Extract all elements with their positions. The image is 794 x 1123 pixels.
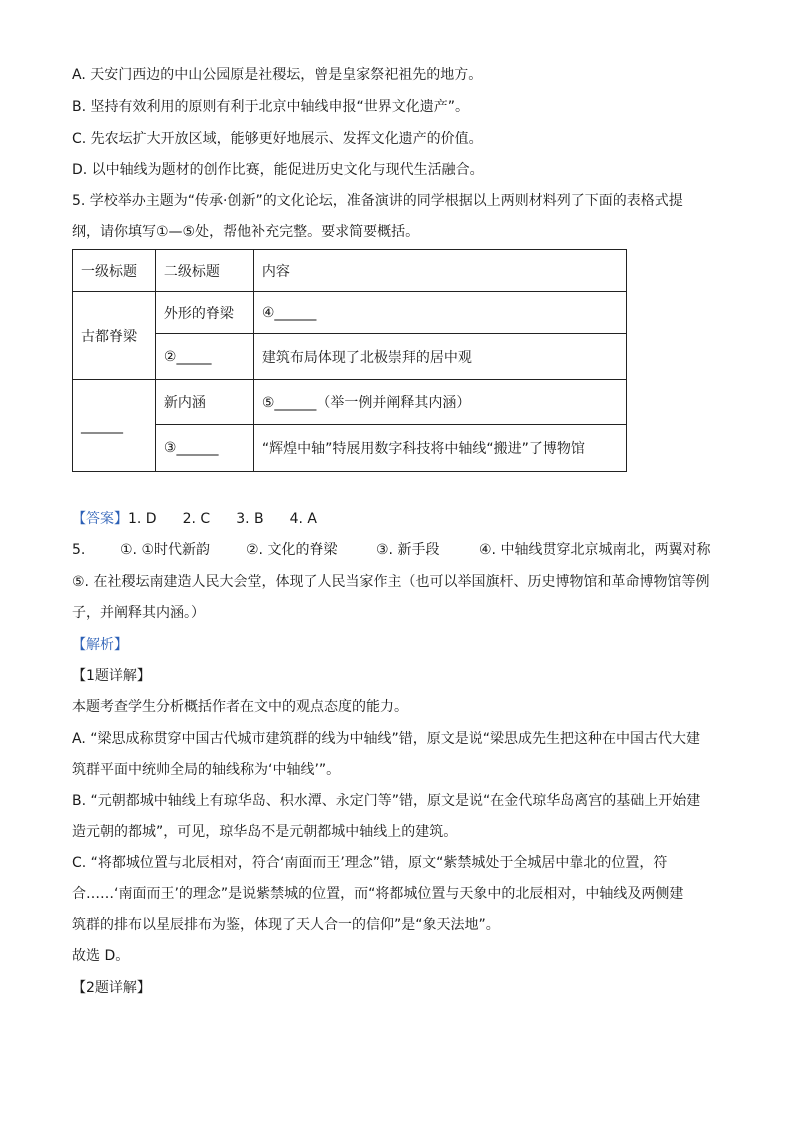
answer5-item: ③. 新手段 (376, 542, 440, 558)
table-row (73, 334, 627, 380)
analysis-b-line1: B. “元朝都城中轴线上有琼华岛、积水潭、永定门等”错，原文是说“在金代琼华岛离宫的基础上开始建 (72, 793, 701, 809)
answer-item: 2. C (182, 511, 211, 527)
answer5-line1 (72, 540, 724, 560)
analysis-c-line1: C. “将都城位置与北辰相对，符合‘南面而王’理念”错，原文“紫禁城处于全城居中靠北的位置，符 (72, 855, 668, 871)
analysis-a-line2: 筑群平面中统帅全局的轴线称为‘中轴线’”。 (72, 762, 341, 778)
row1-content: ④______ (253, 292, 626, 334)
answer5-item: ④. 中轴线贯穿北京城南北，两翼对称 (479, 542, 711, 558)
analysis-c-line2: 合……‘南面而王’的理念”是说紫禁城的位置，而“将都城位置与天象中的北辰相对，中轴线及两侧建 (72, 886, 684, 902)
answer-line (72, 509, 317, 529)
q2-heading: 【2题详解】 (72, 980, 151, 996)
row3-content: ⑤______（举一例并阐释其内涵） (253, 380, 626, 425)
row2-content: 建筑布局体现了北极崇拜的居中观 (253, 334, 626, 380)
row4-subtitle: ③______ (155, 425, 253, 472)
analysis-label: 【解析】 (72, 637, 128, 653)
answer5-item: ②. 文化的脊梁 (246, 542, 338, 558)
option-c: C. 先农坛扩大开放区域，能够更好地展示、发挥文化遗产的价值。 (72, 131, 483, 147)
analysis-paragraph: 本题考查学生分析概括作者在文中的观点态度的能力。 (72, 699, 408, 715)
answer-label: 【答案】 (72, 511, 128, 527)
analysis-a-line1: A. “梁思成称贯穿中国古代城市建筑群的线为中轴线”错，原文是说“梁思成先生把这种在中国古代大建 (72, 731, 700, 747)
answer5-line2: ⑤. 在社稷坛南建造人民大会堂，体现了人民当家作主（也可以举国旗杆、历史博物馆和革命博物馆等例 (72, 574, 710, 590)
option-d: D. 以中轴线为题材的创作比赛，能促进历史文化与现代生活融合。 (72, 162, 484, 178)
option-b: B. 坚持有效利用的原则有利于北京中轴线申报“世界文化遗产”。 (72, 99, 470, 115)
option-a: A. 天安门西边的中山公园原是社稷坛，曾是皇家祭祀祖先的地方。 (72, 67, 483, 83)
analysis-b-line2: 造元朝的都城”，可见，琼华岛不是元朝都城中轴线上的建筑。 (72, 824, 458, 840)
analysis-conclusion: 故选 D。 (72, 948, 130, 964)
header-level1: 一级标题 (73, 250, 156, 292)
answer-item: 1. D (128, 511, 157, 527)
row4-content: “辉煌中轴”特展用数字科技将中轴线“搬进”了博物馆 (253, 425, 626, 472)
group1-title: 古都脊梁 (73, 292, 156, 380)
table-row (73, 380, 627, 425)
q1-heading: 【1题详解】 (72, 668, 151, 684)
answer-item: 4. A (289, 511, 317, 527)
row3-subtitle: 新内涵 (155, 380, 253, 425)
question5-line2: 纲，请你填写①—⑤处，帮他补充完整。要求简要概括。 (72, 224, 420, 240)
answer-item: 3. B (236, 511, 264, 527)
answer5-number: 5. (72, 542, 86, 558)
outline-table (72, 249, 627, 472)
row1-subtitle: 外形的脊梁 (155, 292, 253, 334)
question5-line1: 5. 学校举办主题为“传承·创新”的文化论坛，准备演讲的同学根据以上两则材料列了下面的表格式提 (72, 193, 683, 209)
table-row (73, 425, 627, 472)
answer5-line3: 子，并阐释其内涵。） (72, 605, 205, 621)
group2-title: ______ (73, 380, 156, 472)
row2-subtitle: ②_____ (155, 334, 253, 380)
analysis-c-line3: 筑群的排布以星辰排布为鉴，体现了天人合一的信仰”是“象天法地”。 (72, 917, 500, 933)
header-level2: 二级标题 (155, 250, 253, 292)
table-header-row (73, 250, 627, 292)
header-content: 内容 (253, 250, 626, 292)
table-row (73, 292, 627, 334)
answer5-item: ①. ①时代新韵 (120, 542, 211, 558)
